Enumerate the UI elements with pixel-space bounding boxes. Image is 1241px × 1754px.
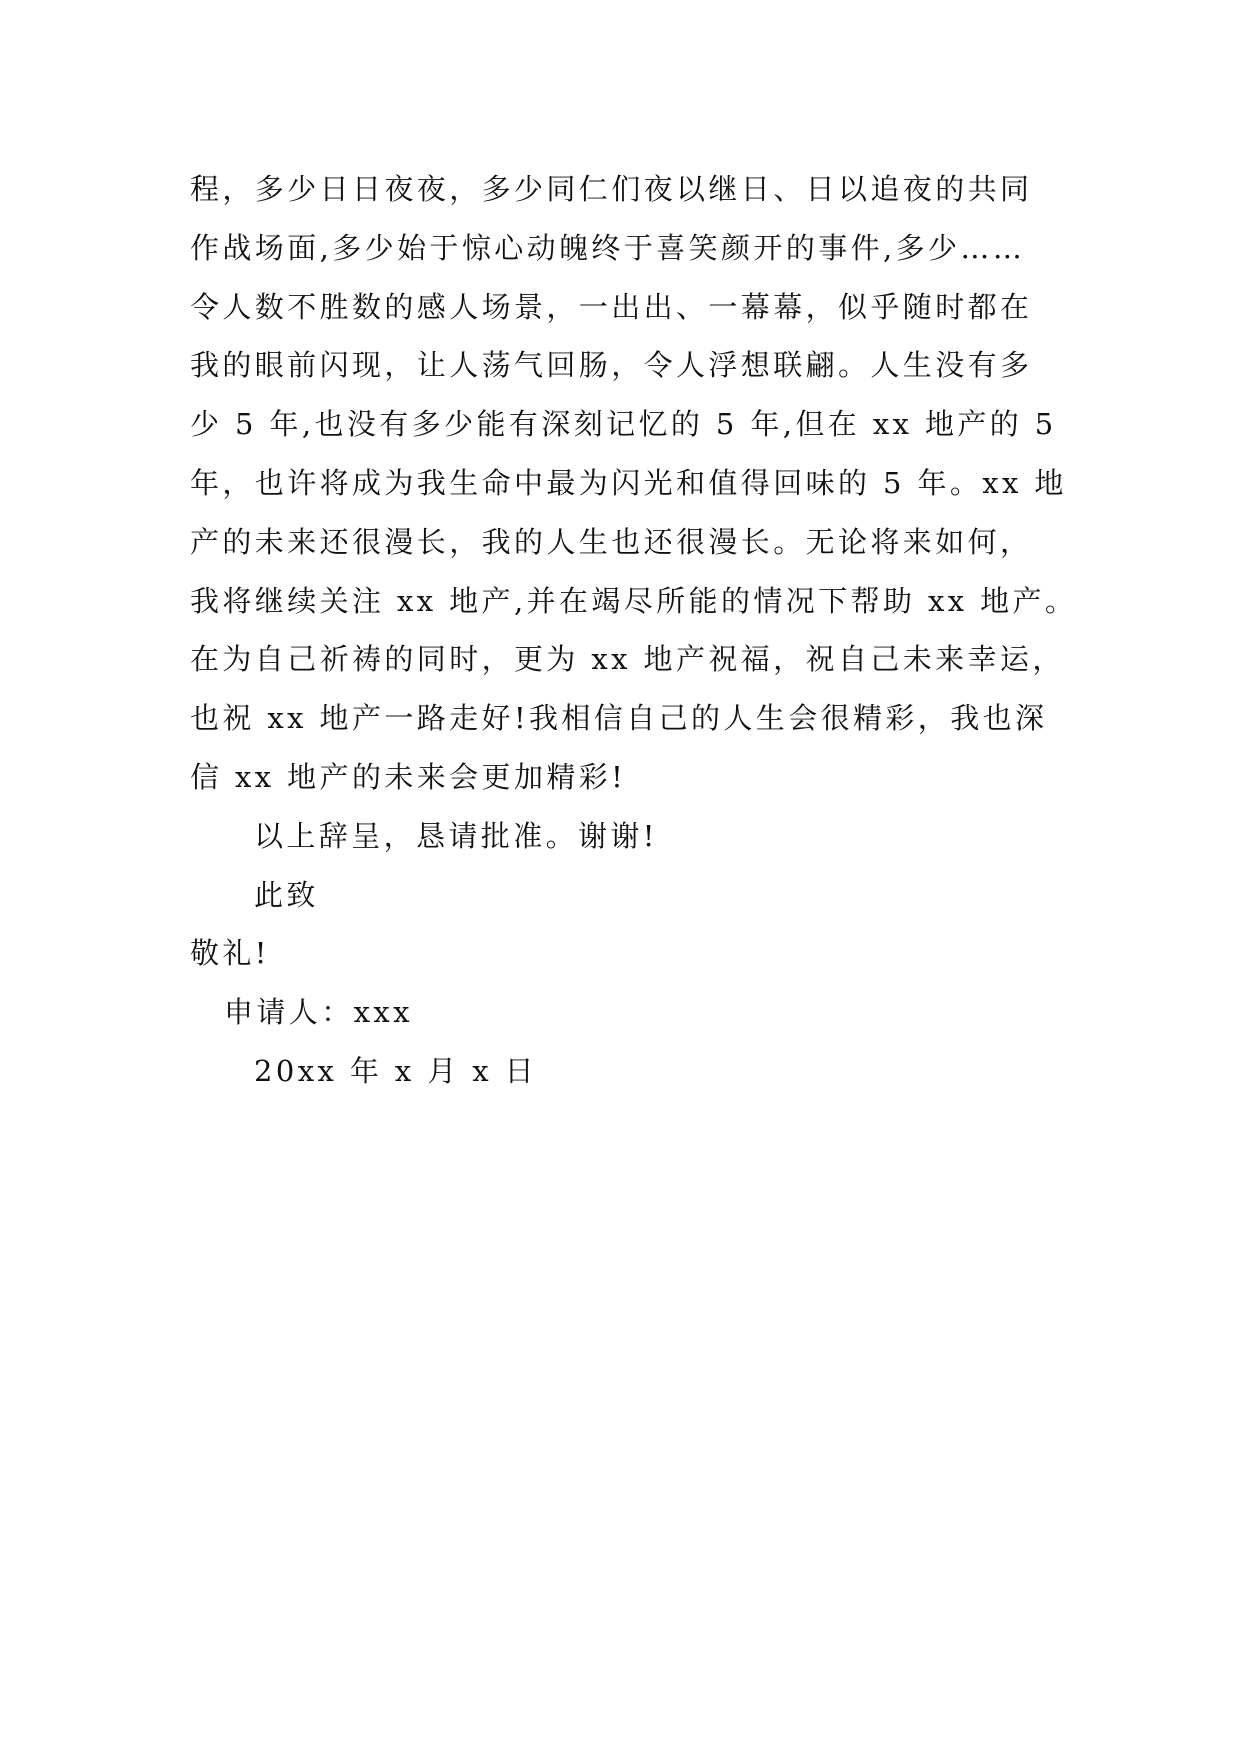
paragraph-line: 令人数不胜数的感人场景，一出出、一幕幕，似乎随时都在: [190, 289, 1033, 324]
paragraph-line: 信 xx 地产的未来会更加精彩!: [190, 759, 627, 794]
paragraph-line: 年，也许将成为我生命中最为闪光和值得回味的 5 年。xx 地: [190, 465, 1067, 500]
salutation-regards: 敬礼!: [190, 936, 270, 971]
paragraph-line: 产的未来还很漫长，我的人生也还很漫长。无论将来如何，: [190, 524, 1033, 559]
paragraph-line: 作战场面,多少始于惊心动魄终于喜笑颜开的事件,多少……: [190, 230, 1026, 265]
salutation-to: 此致: [254, 877, 319, 912]
paragraph-line: 在为自己祈祷的同时，更为 xx 地产祝福，祝自己未来幸运，: [190, 642, 1065, 677]
closing-request: 以上辞呈，恳请批准。谢谢!: [254, 818, 658, 853]
paragraph-line: 少 5 年,也没有多少能有深刻记忆的 5 年,但在 xx 地产的 5: [190, 407, 1057, 442]
paragraph-line: 程，多少日日夜夜，多少同仁们夜以继日、日以追夜的共同: [190, 172, 1033, 206]
letter-date: 20xx 年 x 月 x 日: [254, 1053, 538, 1088]
document-body: [190, 160, 1078, 1101]
paragraph-line: 我的眼前闪现，让人荡气回肠，令人浮想联翩。人生没有多: [190, 348, 1033, 383]
paragraph-line: 我将继续关注 xx 地产,并在竭尽所能的情况下帮助 xx 地产。: [190, 583, 1078, 618]
paragraph-line: 也祝 xx 地产一路走好!我相信自己的人生会很精彩，我也深: [190, 701, 1048, 736]
applicant-signature: 申请人：xxx: [224, 995, 413, 1030]
